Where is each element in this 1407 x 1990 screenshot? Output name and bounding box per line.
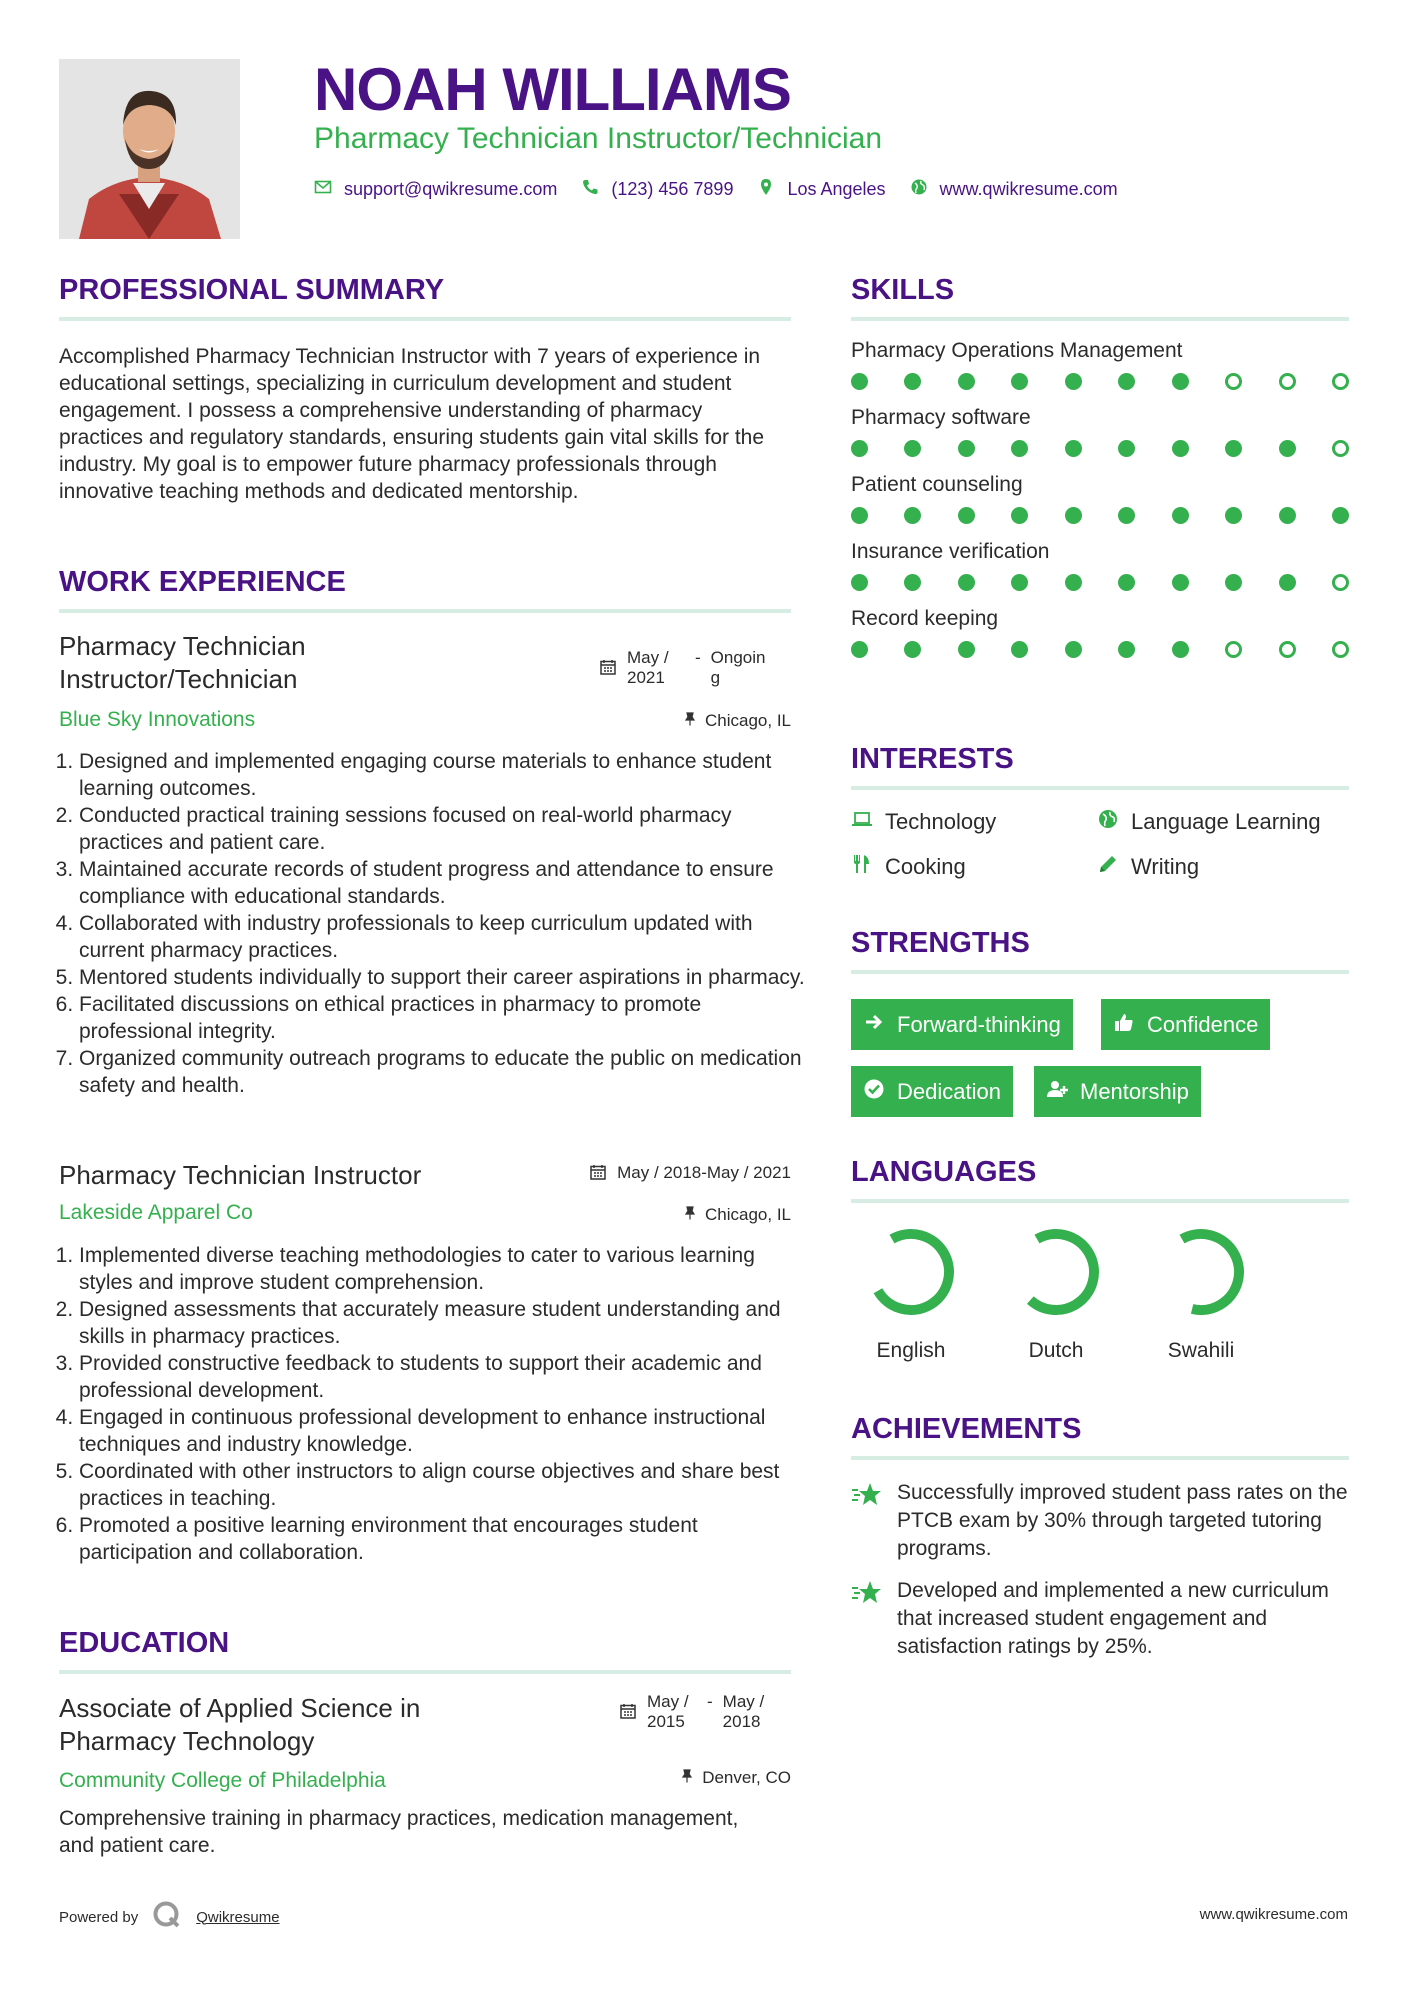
phone-text: (123) 456 7899 (611, 179, 734, 199)
interest-label: Language Learning (1131, 809, 1321, 834)
interest-cooking (851, 853, 966, 881)
rating-dot-filled (958, 641, 975, 658)
language-item (991, 1226, 1121, 1363)
achievements-heading: ACHIEVEMENTS (851, 1413, 1082, 1445)
powered-by-label: Powered by (59, 1908, 139, 1926)
skill-item (851, 473, 1349, 524)
rating-dot-filled (1065, 641, 1082, 658)
strengths-section (851, 927, 1349, 974)
achievements-section (851, 1413, 1349, 1460)
education-date-start: May / 2015 (647, 1692, 689, 1731)
skill-rating (851, 574, 1349, 591)
language-progress-ring (865, 1226, 957, 1318)
section-divider (851, 317, 1349, 321)
rating-dot-filled (904, 574, 921, 591)
school-name: Community College of Philadelphia (59, 1769, 386, 1792)
globe-icon (910, 178, 928, 201)
strength-label: Mentorship (1080, 1078, 1189, 1104)
list-item: 7. Organized community outreach programs to educate the public on medication safety and health. (79, 1045, 811, 1099)
education-heading: EDUCATION (59, 1627, 230, 1659)
rating-dot-filled (1225, 574, 1242, 591)
skills-heading: SKILLS (851, 274, 955, 306)
candidate-name: NOAH WILLIAMS (314, 56, 791, 123)
skill-item (851, 607, 1349, 658)
language-progress-arc (865, 1226, 957, 1318)
interest-technology (851, 808, 996, 836)
list-item: 6. Promoted a positive learning environment that encourages student participation and collaboration. (79, 1512, 811, 1566)
rating-dot-filled (1065, 574, 1082, 591)
rating-dot-filled (851, 641, 868, 658)
education-location-text: Denver, CO (702, 1768, 791, 1787)
strength-label: Forward-thinking (897, 1011, 1061, 1037)
list-item: 2. Designed assessments that accurately measure student understanding and skills in pharmacy practices. (79, 1296, 811, 1350)
strength-badge-mentorship (1034, 1066, 1201, 1117)
job-location-text: Chicago, IL (705, 1205, 791, 1224)
rating-dot-filled (904, 373, 921, 390)
rating-dot-filled (1172, 641, 1189, 658)
job-date: May / 2021 - Ongoing (599, 648, 775, 688)
rating-dot-filled (904, 440, 921, 457)
rating-dot-filled (851, 440, 868, 457)
footer-website[interactable]: www.qwikresume.com (1199, 1906, 1348, 1923)
rating-dot-empty (1332, 574, 1349, 591)
skill-item (851, 540, 1349, 591)
contact-phone[interactable] (581, 178, 733, 201)
strengths-heading: STRENGTHS (851, 927, 1030, 959)
rating-dot-empty (1225, 641, 1242, 658)
language-progress-arc (1155, 1226, 1247, 1318)
laptop-icon (851, 808, 873, 836)
rating-dot-filled (1172, 373, 1189, 390)
rating-dot-filled (1011, 641, 1028, 658)
achievement-item (851, 1479, 1351, 1563)
achievement-text: Successfully improved student pass rates on the PTCB exam by 30% through targeted tutoring programs. (897, 1481, 1348, 1560)
pin-icon (680, 1768, 694, 1788)
section-divider (59, 1670, 791, 1674)
job-location (683, 711, 791, 731)
languages-list (846, 1226, 1266, 1363)
achievement-item (851, 1577, 1351, 1661)
rating-dot-filled (958, 574, 975, 591)
rating-dot-empty (1279, 641, 1296, 658)
rating-dot-filled (958, 440, 975, 457)
rating-dot-filled (1011, 507, 1028, 524)
job-company: Blue Sky Innovations (59, 708, 256, 731)
job-title-display: Pharmacy Technician Instructor (59, 1160, 422, 1190)
degree-title: Associate of Applied Science in Pharmacy Technology (59, 1693, 421, 1756)
email-text: support@qwikresume.com (344, 179, 558, 199)
contact-website[interactable] (910, 178, 1118, 201)
job-bullets (59, 1242, 811, 1566)
rating-dot-filled (1118, 373, 1135, 390)
education-date: May / 2015 - May / 2018 (619, 1692, 777, 1732)
strength-badge-forward-thinking (851, 999, 1073, 1050)
languages-heading: LANGUAGES (851, 1156, 1037, 1188)
rating-dot-filled (1118, 574, 1135, 591)
rating-dot-empty (1332, 641, 1349, 658)
star-icon (851, 1577, 883, 1661)
calendar-icon (599, 648, 617, 681)
rating-dot-filled (1011, 373, 1028, 390)
job-location (683, 1205, 791, 1225)
utensils-icon (851, 853, 873, 881)
interest-language-learning (1097, 808, 1321, 836)
rating-dot-filled (1225, 440, 1242, 457)
skill-name: Record keeping (851, 607, 999, 630)
education-location (680, 1768, 791, 1788)
thumbs-up-icon (1113, 1011, 1135, 1039)
job-company: Lakeside Apparel Co (59, 1201, 253, 1224)
rating-dot-filled (1172, 507, 1189, 524)
skill-name: Pharmacy Operations Management (851, 339, 1183, 362)
list-item: 5. Mentored students individually to support their career aspirations in pharmacy. (79, 964, 811, 991)
strength-label: Confidence (1147, 1011, 1259, 1037)
skill-name: Insurance verification (851, 540, 1050, 563)
rating-dot-filled (1332, 507, 1349, 524)
rating-dot-filled (904, 641, 921, 658)
check-circle-icon (863, 1078, 885, 1106)
rating-dot-filled (1279, 507, 1296, 524)
contact-location (757, 178, 885, 201)
job-date-text: May / 2018-May / 2021 (617, 1163, 791, 1182)
rating-dot-empty (1279, 373, 1296, 390)
skills-section (851, 274, 1349, 658)
skill-rating (851, 440, 1349, 457)
language-label: Swahili (1167, 1339, 1235, 1362)
website-text: www.qwikresume.com (939, 179, 1118, 199)
interest-writing (1097, 853, 1199, 881)
calendar-icon (619, 1692, 637, 1725)
list-item: 5. Coordinated with other instructors to align course objectives and share best practices in teaching. (79, 1458, 811, 1512)
language-progress-ring (1010, 1226, 1102, 1318)
list-item: 2. Conducted practical training sessions focused on real-world pharmacy practices and patient care. (79, 802, 811, 856)
profile-photo (59, 59, 240, 239)
footer-brand (59, 1900, 280, 1934)
summary-text: Accomplished Pharmacy Technician Instructor with 7 years of experience in educational settings, specializing in curriculum development and student engagement. I possess a comprehensive understanding of pharmacy practices and regulatory standards, ensuring students gain vital skills for the industry. My goal is to empower future pharmacy professionals through innovative teaching methods and dedicated mentorship. (59, 345, 765, 503)
language-label: Dutch (1028, 1339, 1084, 1362)
education-description: Comprehensive training in pharmacy practices, medication management, and patient care. (59, 1807, 739, 1857)
calendar-icon (589, 1163, 607, 1186)
section-divider (851, 1199, 1349, 1203)
job-date-start: May / 2021 (627, 648, 669, 687)
skill-name: Patient counseling (851, 473, 1023, 496)
language-item (1136, 1226, 1266, 1363)
job-location-text: Chicago, IL (705, 711, 791, 730)
section-divider (851, 1456, 1349, 1460)
rating-dot-filled (958, 507, 975, 524)
skill-item (851, 406, 1349, 457)
user-plus-icon (1046, 1078, 1068, 1106)
interest-label: Technology (885, 809, 997, 834)
job-title-display: Pharmacy Technician Instructor/Technician (59, 631, 306, 694)
job-date-end: Ongoing (710, 648, 766, 687)
interests-heading: INTERESTS (851, 743, 1014, 775)
rating-dot-filled (1118, 641, 1135, 658)
skill-name: Pharmacy software (851, 406, 1031, 429)
envelope-icon (314, 178, 332, 201)
rating-dot-filled (851, 507, 868, 524)
rating-dot-filled (851, 373, 868, 390)
skill-rating (851, 507, 1349, 524)
rating-dot-filled (851, 574, 868, 591)
list-item: 6. Facilitated discussions on ethical practices in pharmacy to promote professional integrity. (79, 991, 811, 1045)
star-icon (851, 1479, 883, 1563)
rating-dot-filled (904, 507, 921, 524)
strength-label: Dedication (897, 1078, 1001, 1104)
strength-badge-dedication (851, 1066, 1013, 1117)
summary-heading: PROFESSIONAL SUMMARY (59, 274, 445, 306)
list-item: 4. Collaborated with industry professionals to keep curriculum updated with current pharmacy practices. (79, 910, 811, 964)
brand-link[interactable]: Qwikresume (196, 1908, 280, 1926)
map-marker-icon (757, 178, 775, 201)
pin-icon (683, 1205, 697, 1225)
education-date-end: May / 2018 (722, 1692, 765, 1731)
list-item: 1. Designed and implemented engaging course materials to enhance student learning outcomes. (79, 748, 811, 802)
skills-list (851, 339, 1349, 658)
rating-dot-filled (1279, 574, 1296, 591)
language-label: English (876, 1339, 946, 1362)
list-item: 3. Provided constructive feedback to students to support their academic and professional development. (79, 1350, 811, 1404)
rating-dot-filled (1118, 507, 1135, 524)
interest-label: Writing (1131, 854, 1200, 879)
rating-dot-filled (1065, 373, 1082, 390)
rating-dot-empty (1332, 440, 1349, 457)
rating-dot-filled (1011, 574, 1028, 591)
rating-dot-empty (1332, 373, 1349, 390)
skill-item (851, 339, 1349, 390)
contact-bar (314, 178, 1118, 201)
rating-dot-filled (1065, 440, 1082, 457)
section-divider (59, 609, 791, 613)
section-divider (851, 970, 1349, 974)
rating-dot-empty (1225, 373, 1242, 390)
experience-heading: WORK EXPERIENCE (59, 566, 346, 598)
rating-dot-filled (1172, 574, 1189, 591)
contact-email[interactable] (314, 178, 557, 201)
arrow-right-icon (863, 1011, 885, 1039)
language-item (846, 1226, 976, 1363)
rating-dot-filled (1118, 440, 1135, 457)
rating-dot-filled (1172, 440, 1189, 457)
summary-section (59, 274, 791, 505)
pencil-icon (1097, 853, 1119, 881)
rating-dot-filled (1225, 507, 1242, 524)
list-item: 4. Engaged in continuous professional development to enhance instructional techniques and industry knowledge. (79, 1404, 811, 1458)
phone-icon (581, 178, 599, 201)
interest-label: Cooking (885, 854, 966, 879)
languages-section (851, 1156, 1349, 1203)
pin-icon (683, 711, 697, 731)
interests-section (851, 743, 1349, 790)
rating-dot-filled (958, 373, 975, 390)
skill-rating (851, 373, 1349, 390)
rating-dot-filled (1065, 507, 1082, 524)
education-section (59, 1627, 791, 1674)
qwikresume-logo-icon (152, 1900, 182, 1934)
list-item: 3. Maintained accurate records of student progress and attendance to ensure compliance with educational standards. (79, 856, 811, 910)
job-date (589, 1163, 791, 1186)
skill-rating (851, 641, 1349, 658)
job-bullets (59, 748, 811, 1099)
strength-badge-confidence (1101, 999, 1270, 1050)
candidate-title: Pharmacy Technician Instructor/Technician (314, 122, 883, 155)
globe-icon (1097, 808, 1119, 836)
experience-section (59, 566, 791, 613)
section-divider (59, 317, 791, 321)
section-divider (851, 786, 1349, 790)
language-progress-arc (1010, 1226, 1102, 1318)
rating-dot-filled (1011, 440, 1028, 457)
location-text: Los Angeles (787, 179, 886, 199)
achievement-text: Developed and implemented a new curriculum that increased student engagement and satisfaction ratings by 25%. (897, 1579, 1329, 1658)
rating-dot-filled (1279, 440, 1296, 457)
list-item: 1. Implemented diverse teaching methodologies to cater to various learning styles and improve student comprehension. (79, 1242, 811, 1296)
language-progress-ring (1155, 1226, 1247, 1318)
